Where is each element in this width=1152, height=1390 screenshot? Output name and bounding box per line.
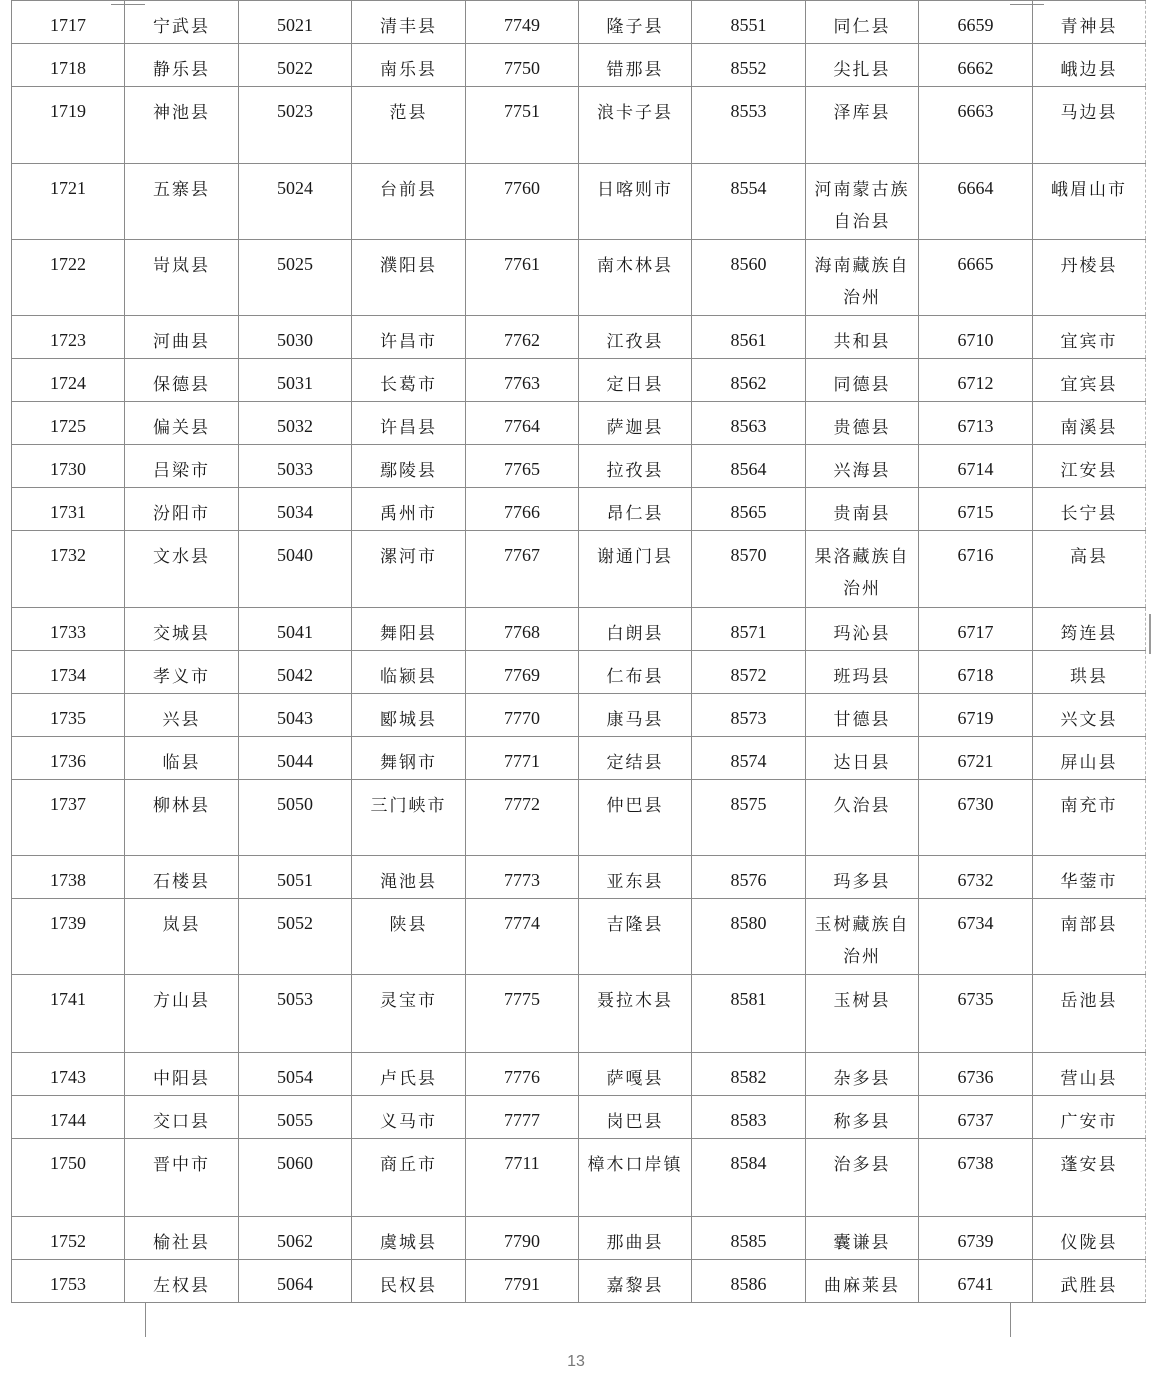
region-code-cell: 8564: [692, 445, 806, 488]
region-name-cell: 长宁县: [1033, 488, 1146, 531]
region-name-cell: 宜宾县: [1033, 359, 1146, 402]
table-row: [12, 975, 1146, 1053]
region-name-cell: 浪卡子县: [579, 87, 692, 164]
region-code-cell: 8553: [692, 87, 806, 164]
region-code-cell: 1718: [12, 44, 125, 87]
region-code-cell: 5053: [239, 975, 352, 1053]
region-name-cell: 清丰县: [352, 1, 466, 44]
region-name-cell: 丹棱县: [1033, 240, 1146, 316]
region-name-cell: 灵宝市: [352, 975, 466, 1053]
region-code-cell: 8571: [692, 608, 806, 651]
region-code-cell: 1717: [12, 1, 125, 44]
region-name-cell: 玉树藏族自治州: [806, 899, 919, 975]
crop-mark-bottom-left: [111, 1302, 146, 1337]
region-name-cell: 同德县: [806, 359, 919, 402]
region-name-cell: 玉树县: [806, 975, 919, 1053]
region-code-cell: 8586: [692, 1260, 806, 1303]
region-name-cell: 隆子县: [579, 1, 692, 44]
table-row: [12, 87, 1146, 164]
region-name-cell: 嘉黎县: [579, 1260, 692, 1303]
region-name-cell: 贵南县: [806, 488, 919, 531]
region-name-cell: 尖扎县: [806, 44, 919, 87]
region-code-cell: 8584: [692, 1139, 806, 1217]
region-code-cell: 1753: [12, 1260, 125, 1303]
region-code-cell: 8575: [692, 780, 806, 856]
region-name-cell: 白朗县: [579, 608, 692, 651]
region-name-cell: 共和县: [806, 316, 919, 359]
region-code-cell: 6713: [919, 402, 1033, 445]
region-name-cell: 江孜县: [579, 316, 692, 359]
region-code-cell: 6718: [919, 651, 1033, 694]
table-row: [12, 44, 1146, 87]
region-code-cell: 6735: [919, 975, 1033, 1053]
region-name-cell: 珙县: [1033, 651, 1146, 694]
table-row: [12, 1, 1146, 44]
region-code-cell: 5034: [239, 488, 352, 531]
region-name-cell: 广安市: [1033, 1096, 1146, 1139]
region-code-cell: 5043: [239, 694, 352, 737]
region-code-cell: 1738: [12, 856, 125, 899]
region-name-cell: 亚东县: [579, 856, 692, 899]
region-code-cell: 1743: [12, 1053, 125, 1096]
region-code-cell: 8561: [692, 316, 806, 359]
table-row: [12, 445, 1146, 488]
region-name-cell: 陕县: [352, 899, 466, 975]
table-row: [12, 488, 1146, 531]
table-row: [12, 651, 1146, 694]
region-code-cell: 7750: [466, 44, 579, 87]
region-code-cell: 7764: [466, 402, 579, 445]
table-row: [12, 780, 1146, 856]
region-name-cell: 卢氏县: [352, 1053, 466, 1096]
region-name-cell: 河曲县: [125, 316, 239, 359]
region-code-cell: 7770: [466, 694, 579, 737]
table-row: [12, 1217, 1146, 1260]
region-name-cell: 漯河市: [352, 531, 466, 608]
region-code-cell: 5023: [239, 87, 352, 164]
table-row: [12, 240, 1146, 316]
region-code-cell: 7762: [466, 316, 579, 359]
region-name-cell: 达日县: [806, 737, 919, 780]
region-name-cell: 杂多县: [806, 1053, 919, 1096]
region-name-cell: 曲麻莱县: [806, 1260, 919, 1303]
region-name-cell: 囊谦县: [806, 1217, 919, 1260]
region-name-cell: 岳池县: [1033, 975, 1146, 1053]
region-name-cell: 许昌市: [352, 316, 466, 359]
region-code-cell: 7771: [466, 737, 579, 780]
region-code-cell: 5025: [239, 240, 352, 316]
region-code-cell: 6714: [919, 445, 1033, 488]
region-code-cell: 7773: [466, 856, 579, 899]
region-name-cell: 筠连县: [1033, 608, 1146, 651]
region-name-cell: 吕梁市: [125, 445, 239, 488]
region-code-cell: 8562: [692, 359, 806, 402]
region-name-cell: 屏山县: [1033, 737, 1146, 780]
region-name-cell: 郾城县: [352, 694, 466, 737]
table-row: [12, 316, 1146, 359]
region-name-cell: 榆社县: [125, 1217, 239, 1260]
region-name-cell: 偏关县: [125, 402, 239, 445]
region-code-cell: 5055: [239, 1096, 352, 1139]
region-name-cell: 玛沁县: [806, 608, 919, 651]
region-code-cell: 1744: [12, 1096, 125, 1139]
table-row: [12, 1096, 1146, 1139]
region-code-cell: 1735: [12, 694, 125, 737]
region-name-cell: 中阳县: [125, 1053, 239, 1096]
region-name-cell: 虞城县: [352, 1217, 466, 1260]
region-code-cell: 6712: [919, 359, 1033, 402]
region-code-cell: 7772: [466, 780, 579, 856]
region-code-cell: 8573: [692, 694, 806, 737]
region-name-cell: 保德县: [125, 359, 239, 402]
region-code-cell: 1731: [12, 488, 125, 531]
region-code-cell: 1752: [12, 1217, 125, 1260]
region-name-cell: 称多县: [806, 1096, 919, 1139]
region-name-cell: 拉孜县: [579, 445, 692, 488]
region-code-cell: 5064: [239, 1260, 352, 1303]
region-name-cell: 定结县: [579, 737, 692, 780]
region-code-cell: 8554: [692, 164, 806, 240]
table-row: [12, 694, 1146, 737]
region-name-cell: 定日县: [579, 359, 692, 402]
region-code-cell: 5044: [239, 737, 352, 780]
region-code-cell: 8563: [692, 402, 806, 445]
region-code-cell: 8572: [692, 651, 806, 694]
region-name-cell: 江安县: [1033, 445, 1146, 488]
region-code-cell: 8583: [692, 1096, 806, 1139]
region-code-cell: 6736: [919, 1053, 1033, 1096]
region-code-cell: 5054: [239, 1053, 352, 1096]
region-name-cell: 临颍县: [352, 651, 466, 694]
region-name-cell: 范县: [352, 87, 466, 164]
region-code-cell: 7768: [466, 608, 579, 651]
region-code-cell: 7760: [466, 164, 579, 240]
region-code-cell: 1736: [12, 737, 125, 780]
region-name-cell: 营山县: [1033, 1053, 1146, 1096]
region-name-cell: 南部县: [1033, 899, 1146, 975]
region-name-cell: 神池县: [125, 87, 239, 164]
region-name-cell: 武胜县: [1033, 1260, 1146, 1303]
region-code-cell: 6730: [919, 780, 1033, 856]
region-code-cell: 8580: [692, 899, 806, 975]
region-code-cell: 6716: [919, 531, 1033, 608]
region-code-cell: 8551: [692, 1, 806, 44]
region-name-cell: 青神县: [1033, 1, 1146, 44]
crop-mark-bottom-right: [1010, 1302, 1045, 1337]
region-code-cell: 6732: [919, 856, 1033, 899]
region-name-cell: 贵德县: [806, 402, 919, 445]
region-code-cell: 1722: [12, 240, 125, 316]
region-name-cell: 濮阳县: [352, 240, 466, 316]
region-name-cell: 左权县: [125, 1260, 239, 1303]
region-name-cell: 果洛藏族自治州: [806, 531, 919, 608]
region-name-cell: 吉隆县: [579, 899, 692, 975]
region-code-cell: 5021: [239, 1, 352, 44]
region-name-cell: 谢通门县: [579, 531, 692, 608]
region-name-cell: 樟木口岸镇: [579, 1139, 692, 1217]
region-code-cell: 7711: [466, 1139, 579, 1217]
region-name-cell: 汾阳市: [125, 488, 239, 531]
region-code-cell: 8576: [692, 856, 806, 899]
region-name-cell: 台前县: [352, 164, 466, 240]
region-code-cell: 5050: [239, 780, 352, 856]
region-name-cell: 河南蒙古族自治县: [806, 164, 919, 240]
region-code-cell: 8560: [692, 240, 806, 316]
table-row: [12, 608, 1146, 651]
region-code-cell: 6662: [919, 44, 1033, 87]
region-name-cell: 错那县: [579, 44, 692, 87]
region-name-cell: 交口县: [125, 1096, 239, 1139]
region-name-cell: 昂仁县: [579, 488, 692, 531]
region-code-cell: 7766: [466, 488, 579, 531]
region-code-cell: 1732: [12, 531, 125, 608]
region-code-cell: 6738: [919, 1139, 1033, 1217]
region-name-cell: 蓬安县: [1033, 1139, 1146, 1217]
region-name-cell: 玛多县: [806, 856, 919, 899]
region-name-cell: 禹州市: [352, 488, 466, 531]
region-code-cell: 6737: [919, 1096, 1033, 1139]
region-name-cell: 鄢陵县: [352, 445, 466, 488]
region-code-cell: 6719: [919, 694, 1033, 737]
region-name-cell: 岗巴县: [579, 1096, 692, 1139]
region-name-cell: 萨迦县: [579, 402, 692, 445]
region-code-cell: 5052: [239, 899, 352, 975]
region-name-cell: 三门峡市: [352, 780, 466, 856]
region-code-cell: 5030: [239, 316, 352, 359]
region-code-cell: 7761: [466, 240, 579, 316]
region-code-cell: 5024: [239, 164, 352, 240]
region-code-cell: 7769: [466, 651, 579, 694]
region-name-cell: 兴海县: [806, 445, 919, 488]
region-code-cell: 1723: [12, 316, 125, 359]
region-code-cell: 8574: [692, 737, 806, 780]
region-name-cell: 甘德县: [806, 694, 919, 737]
region-name-cell: 义马市: [352, 1096, 466, 1139]
region-code-cell: 6664: [919, 164, 1033, 240]
region-name-cell: 海南藏族自治州: [806, 240, 919, 316]
region-name-cell: 舞钢市: [352, 737, 466, 780]
region-code-cell: 8570: [692, 531, 806, 608]
region-name-cell: 仁布县: [579, 651, 692, 694]
region-name-cell: 南木林县: [579, 240, 692, 316]
region-code-cell: 7765: [466, 445, 579, 488]
region-name-cell: 岚县: [125, 899, 239, 975]
region-code-cell: 5033: [239, 445, 352, 488]
region-name-cell: 南溪县: [1033, 402, 1146, 445]
region-name-cell: 宜宾市: [1033, 316, 1146, 359]
table-row: [12, 1053, 1146, 1096]
region-name-cell: 那曲县: [579, 1217, 692, 1260]
region-code-cell: 1721: [12, 164, 125, 240]
region-code-cell: 7763: [466, 359, 579, 402]
region-name-cell: 峨边县: [1033, 44, 1146, 87]
region-name-cell: 方山县: [125, 975, 239, 1053]
region-name-cell: 治多县: [806, 1139, 919, 1217]
region-name-cell: 聂拉木县: [579, 975, 692, 1053]
region-code-cell: 1750: [12, 1139, 125, 1217]
region-name-cell: 康马县: [579, 694, 692, 737]
region-code-cell: 6717: [919, 608, 1033, 651]
region-code-cell: 6739: [919, 1217, 1033, 1260]
region-name-cell: 仪陇县: [1033, 1217, 1146, 1260]
region-code-cell: 1739: [12, 899, 125, 975]
region-name-cell: 宁武县: [125, 1, 239, 44]
region-name-cell: 交城县: [125, 608, 239, 651]
region-name-cell: 华蓥市: [1033, 856, 1146, 899]
region-code-cell: 8585: [692, 1217, 806, 1260]
region-code-cell: 7777: [466, 1096, 579, 1139]
region-code-cell: 7791: [466, 1260, 579, 1303]
region-code-cell: 6663: [919, 87, 1033, 164]
region-name-cell: 兴文县: [1033, 694, 1146, 737]
region-name-cell: 五寨县: [125, 164, 239, 240]
table-row: [12, 402, 1146, 445]
region-code-cell: 7776: [466, 1053, 579, 1096]
region-name-cell: 晋中市: [125, 1139, 239, 1217]
region-code-cell: 5062: [239, 1217, 352, 1260]
region-code-cell: 7775: [466, 975, 579, 1053]
region-code-cell: 6741: [919, 1260, 1033, 1303]
region-name-cell: 日喀则市: [579, 164, 692, 240]
region-code-cell: 7774: [466, 899, 579, 975]
region-name-cell: 商丘市: [352, 1139, 466, 1217]
region-name-cell: 萨嘎县: [579, 1053, 692, 1096]
region-code-cell: 5060: [239, 1139, 352, 1217]
region-code-cell: 1719: [12, 87, 125, 164]
table-row: [12, 899, 1146, 975]
region-code-cell: 5032: [239, 402, 352, 445]
region-code-table: [11, 0, 1146, 1303]
region-name-cell: 临县: [125, 737, 239, 780]
region-name-cell: 渑池县: [352, 856, 466, 899]
region-name-cell: 静乐县: [125, 44, 239, 87]
region-code-cell: 6715: [919, 488, 1033, 531]
region-code-cell: 7790: [466, 1217, 579, 1260]
region-name-cell: 班玛县: [806, 651, 919, 694]
table-row: [12, 1260, 1146, 1303]
region-code-cell: 5031: [239, 359, 352, 402]
region-name-cell: 孝义市: [125, 651, 239, 694]
region-code-cell: 1734: [12, 651, 125, 694]
region-name-cell: 岢岚县: [125, 240, 239, 316]
region-code-cell: 5042: [239, 651, 352, 694]
region-code-cell: 1741: [12, 975, 125, 1053]
region-code-cell: 6721: [919, 737, 1033, 780]
region-code-cell: 5051: [239, 856, 352, 899]
table-row: [12, 737, 1146, 780]
region-name-cell: 峨眉山市: [1033, 164, 1146, 240]
region-code-cell: 1724: [12, 359, 125, 402]
region-name-cell: 许昌县: [352, 402, 466, 445]
region-name-cell: 舞阳县: [352, 608, 466, 651]
region-name-cell: 文水县: [125, 531, 239, 608]
table-row: [12, 1139, 1146, 1217]
region-code-cell: 6665: [919, 240, 1033, 316]
region-code-cell: 7767: [466, 531, 579, 608]
region-name-cell: 泽库县: [806, 87, 919, 164]
region-code-cell: 8582: [692, 1053, 806, 1096]
region-name-cell: 同仁县: [806, 1, 919, 44]
region-name-cell: 石楼县: [125, 856, 239, 899]
region-code-cell: 7751: [466, 87, 579, 164]
page-edge-mark: [1149, 614, 1151, 654]
region-code-cell: 1737: [12, 780, 125, 856]
region-name-cell: 民权县: [352, 1260, 466, 1303]
region-name-cell: 兴县: [125, 694, 239, 737]
table-body: [12, 1, 1146, 1303]
region-name-cell: 高县: [1033, 531, 1146, 608]
region-name-cell: 仲巴县: [579, 780, 692, 856]
table-row: [12, 531, 1146, 608]
region-code-cell: 8581: [692, 975, 806, 1053]
region-code-cell: 6659: [919, 1, 1033, 44]
region-name-cell: 南乐县: [352, 44, 466, 87]
region-code-cell: 1733: [12, 608, 125, 651]
region-code-cell: 5041: [239, 608, 352, 651]
region-code-cell: 8565: [692, 488, 806, 531]
region-code-cell: 7749: [466, 1, 579, 44]
region-code-cell: 6734: [919, 899, 1033, 975]
region-code-cell: 1725: [12, 402, 125, 445]
region-name-cell: 南充市: [1033, 780, 1146, 856]
region-code-cell: 8552: [692, 44, 806, 87]
page-number: 13: [567, 1353, 585, 1370]
region-name-cell: 柳林县: [125, 780, 239, 856]
table-row: [12, 164, 1146, 240]
region-code-cell: 6710: [919, 316, 1033, 359]
region-code-cell: 1730: [12, 445, 125, 488]
region-name-cell: 久治县: [806, 780, 919, 856]
region-code-cell: 5022: [239, 44, 352, 87]
region-name-cell: 长葛市: [352, 359, 466, 402]
region-name-cell: 马边县: [1033, 87, 1146, 164]
region-code-table-wrapper: [11, 0, 1145, 1303]
table-row: [12, 359, 1146, 402]
table-row: [12, 856, 1146, 899]
region-code-cell: 5040: [239, 531, 352, 608]
